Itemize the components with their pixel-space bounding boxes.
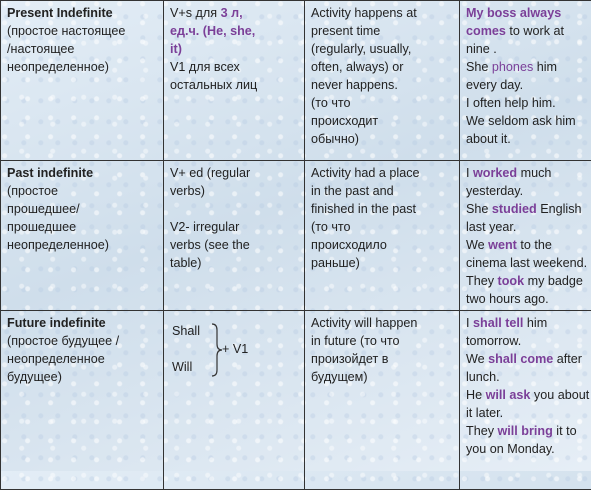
text-fragment: table) xyxy=(170,256,202,270)
text-line xyxy=(170,218,298,236)
text-fragment: last year. xyxy=(466,220,516,234)
text-fragment: it to xyxy=(553,424,577,438)
usage-line: произойдет в xyxy=(311,350,453,368)
text-line xyxy=(466,4,591,22)
text-fragment: I xyxy=(466,316,473,330)
text-line xyxy=(466,314,591,332)
will-label: Will xyxy=(172,358,192,376)
tense-title: Past indefinite xyxy=(7,164,157,182)
v1-label: + V1 xyxy=(222,340,248,358)
usage-line: present time xyxy=(311,22,453,40)
text-fragment: tomorrow. xyxy=(466,334,521,348)
text-fragment: him xyxy=(523,316,547,330)
highlighted-verb: comes xyxy=(466,24,506,38)
text-fragment: you about xyxy=(530,388,589,402)
examples-cell xyxy=(460,161,591,311)
usage-line: происходило xyxy=(311,236,453,254)
text-fragment: verbs (see the xyxy=(170,238,250,252)
text-line xyxy=(466,182,591,200)
usage-line: (regularly, usually, xyxy=(311,40,453,58)
text-fragment: English xyxy=(537,202,582,216)
tense-translation: неопределенное xyxy=(7,350,157,368)
usage-cell xyxy=(305,161,460,311)
text-fragment: him xyxy=(533,60,557,74)
text-line xyxy=(466,40,591,58)
text-line xyxy=(170,40,298,58)
text-fragment: He xyxy=(466,388,486,402)
highlighted-verb: shall tell xyxy=(473,316,523,330)
text-fragment: V1 для всех xyxy=(170,60,240,74)
usage-line: Activity had a place xyxy=(311,164,453,182)
text-line xyxy=(466,254,591,272)
text-fragment: V2- irregular xyxy=(170,220,239,234)
text-line xyxy=(466,200,591,218)
text-line xyxy=(466,350,591,368)
text-fragment: She xyxy=(466,202,492,216)
text-line xyxy=(466,290,591,308)
tense-row xyxy=(1,161,591,311)
tense-name-cell xyxy=(1,1,164,161)
text-fragment: They xyxy=(466,424,498,438)
tense-title: Present Indefinite xyxy=(7,4,157,22)
tense-name-cell xyxy=(1,161,164,311)
text-fragment: We xyxy=(466,238,488,252)
text-line xyxy=(466,76,591,94)
text-line xyxy=(466,130,591,148)
text-fragment: We seldom ask him xyxy=(466,114,576,128)
usage-line: finished in the past xyxy=(311,200,453,218)
text-line xyxy=(466,58,591,76)
text-fragment: much xyxy=(517,166,551,180)
text-line xyxy=(466,422,591,440)
text-line xyxy=(466,22,591,40)
usage-line: in the past and xyxy=(311,182,453,200)
text-line xyxy=(466,332,591,350)
text-fragment: after xyxy=(553,352,582,366)
text-line xyxy=(170,4,298,22)
text-fragment: V+s для xyxy=(170,6,221,20)
text-fragment: you on Monday. xyxy=(466,442,555,456)
tense-translation: (простое xyxy=(7,182,157,200)
text-line xyxy=(170,236,298,254)
tense-translation: прошедшее/ xyxy=(7,200,157,218)
highlighted-verb: went xyxy=(488,238,517,252)
usage-line: будущем) xyxy=(311,368,453,386)
text-line xyxy=(466,218,591,236)
tense-row xyxy=(1,311,591,490)
tense-title: Future indefinite xyxy=(7,314,157,332)
text-fragment: cinema last weekend. xyxy=(466,256,587,270)
text-fragment: nine . xyxy=(466,42,497,56)
text-line xyxy=(170,22,298,40)
highlighted-verb: will bring xyxy=(498,424,553,438)
text-line xyxy=(170,254,298,272)
text-line xyxy=(466,272,591,290)
usage-line: Activity will happen xyxy=(311,314,453,332)
formation-cell xyxy=(164,311,305,490)
highlighted-verb: shall come xyxy=(488,352,553,366)
text-line xyxy=(170,76,298,94)
text-line xyxy=(466,386,591,404)
text-fragment: yesterday. xyxy=(466,184,523,198)
formation-brace xyxy=(170,322,298,402)
highlighted-verb: 3 л, xyxy=(221,6,243,20)
highlighted-verb: took xyxy=(498,274,525,288)
text-fragment: I often help him. xyxy=(466,96,556,110)
spacer xyxy=(170,200,298,218)
text-fragment: it later. xyxy=(466,406,503,420)
tense-row xyxy=(1,1,591,161)
text-fragment: verbs) xyxy=(170,184,205,198)
usage-cell xyxy=(305,311,460,490)
text-line xyxy=(466,404,591,422)
examples-cell xyxy=(460,1,591,161)
highlighted-verb: studied xyxy=(492,202,537,216)
text-line xyxy=(466,94,591,112)
text-fragment: my badge xyxy=(524,274,583,288)
usage-line: происходит xyxy=(311,112,453,130)
usage-line: in future (то что xyxy=(311,332,453,350)
text-line xyxy=(170,182,298,200)
usage-line: (то что xyxy=(311,94,453,112)
text-fragment: They xyxy=(466,274,498,288)
highlighted-verb: it) xyxy=(170,42,182,56)
usage-line: обычно) xyxy=(311,130,453,148)
usage-line: never happens. xyxy=(311,76,453,94)
tense-translation: (простое настоящее xyxy=(7,22,157,40)
tense-translation: неопределенное) xyxy=(7,58,157,76)
text-fragment: about it. xyxy=(466,132,511,146)
usage-line: раньше) xyxy=(311,254,453,272)
usage-line: Activity happens at xyxy=(311,4,453,22)
formation-cell xyxy=(164,161,305,311)
tense-translation: (простое будущее / xyxy=(7,332,157,350)
text-line xyxy=(170,164,298,182)
tense-name-cell xyxy=(1,311,164,490)
highlighted-verb: My boss always xyxy=(466,6,561,20)
text-fragment: V+ ed (regular xyxy=(170,166,250,180)
usage-line: (то что xyxy=(311,218,453,236)
highlighted-verb: phones xyxy=(492,60,533,74)
tense-translation: прошедшее xyxy=(7,218,157,236)
text-fragment: two hours ago. xyxy=(466,292,549,306)
tense-translation: будущее) xyxy=(7,368,157,386)
formation-cell xyxy=(164,1,305,161)
examples-cell xyxy=(460,311,591,490)
text-fragment: every day. xyxy=(466,78,523,92)
text-line xyxy=(466,368,591,386)
highlighted-verb: worked xyxy=(473,166,517,180)
text-line xyxy=(466,236,591,254)
text-fragment: I xyxy=(466,166,473,180)
text-line xyxy=(466,112,591,130)
text-fragment: We xyxy=(466,352,488,366)
text-line xyxy=(170,58,298,76)
text-fragment: остальных лиц xyxy=(170,78,257,92)
text-fragment: She xyxy=(466,60,492,74)
highlighted-verb: will ask xyxy=(486,388,531,402)
highlighted-verb: ед.ч. (He, she, xyxy=(170,24,255,38)
text-fragment: to the xyxy=(517,238,552,252)
tense-translation: /настоящее xyxy=(7,40,157,58)
text-fragment: to work at xyxy=(506,24,564,38)
usage-line: often, always) or xyxy=(311,58,453,76)
usage-cell xyxy=(305,1,460,161)
text-fragment: lunch. xyxy=(466,370,500,384)
text-line xyxy=(466,164,591,182)
shall-label: Shall xyxy=(172,322,200,340)
tense-translation: неопределенное) xyxy=(7,236,157,254)
text-line xyxy=(466,440,591,458)
